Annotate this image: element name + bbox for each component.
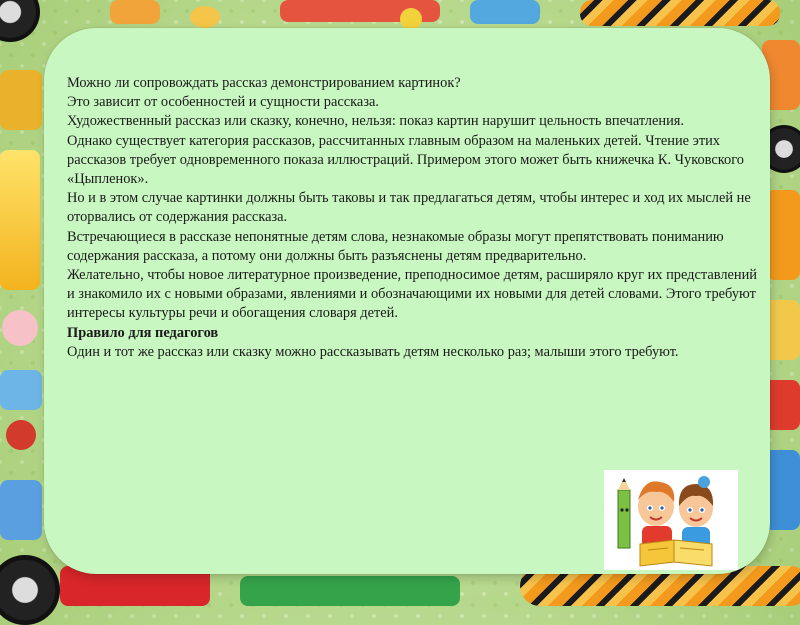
toy-tiger-icon xyxy=(580,0,780,26)
paragraph: Однако существует категория рассказов, рассчитанных главным образом на маленьких детей. Чтение этих рассказов требует одновременного показа иллюстраций. Примером этого может быть книжечка К. Чуковского «Цыпленок». xyxy=(67,132,744,188)
toy-robot-icon xyxy=(0,480,42,540)
paragraph: Желательно, чтобы новое литературное произведение, преподносимое детям, расширяло круг их представлений и знакомило их с новыми образами, явлениями и обозначающими их новыми для детей словами. Этого требуют интересы культуры речи и обогащения словаря детей. xyxy=(67,267,758,322)
toy-wheel-icon xyxy=(0,0,40,42)
paragraph: Можно ли сопровождать рассказ демонстрированием картинок? xyxy=(67,75,461,91)
toy-car-icon xyxy=(0,70,42,130)
toy-wheel-icon xyxy=(0,555,60,625)
toy-truck-icon xyxy=(240,576,460,606)
paragraph: Художественный рассказ или сказку, конечно, нельзя: показ картин нарушит цельность впечатления. xyxy=(67,113,684,130)
paragraph: Встречающиеся в рассказе непонятные детям слова, незнакомые образы могут препятствовать пониманию содержания рассказа, а потому они должны быть разъяснены детям предварительно. xyxy=(67,228,724,264)
paragraph: Но и в этом случае картинки должны быть таковы и так предлагаться детям, чтобы интерес и ход их мыслей не оторвались от содержания рассказа. xyxy=(67,190,751,226)
slide-text xyxy=(67,74,757,362)
rule-heading: Правило для педагогов xyxy=(67,324,219,341)
rule-text: Один и тот же рассказ или сказку можно рассказывать детям несколько раз; малыши этого требуют. xyxy=(67,343,679,360)
toy-tiger-icon xyxy=(766,190,800,280)
children-reading-icon xyxy=(604,470,738,570)
paragraph: Это зависит от особенностей и сущности рассказа. xyxy=(67,94,379,111)
toy-ball-icon xyxy=(6,420,36,450)
toy-blocks-icon xyxy=(0,370,42,410)
toy-rattle-icon xyxy=(470,0,540,24)
toy-ring-icon xyxy=(110,0,160,24)
children-reading-illustration xyxy=(604,470,738,570)
toy-ring-icon xyxy=(190,6,220,28)
toy-ball-icon xyxy=(2,310,38,346)
toy-train-icon xyxy=(0,150,40,290)
toy-flower-icon xyxy=(400,8,422,30)
